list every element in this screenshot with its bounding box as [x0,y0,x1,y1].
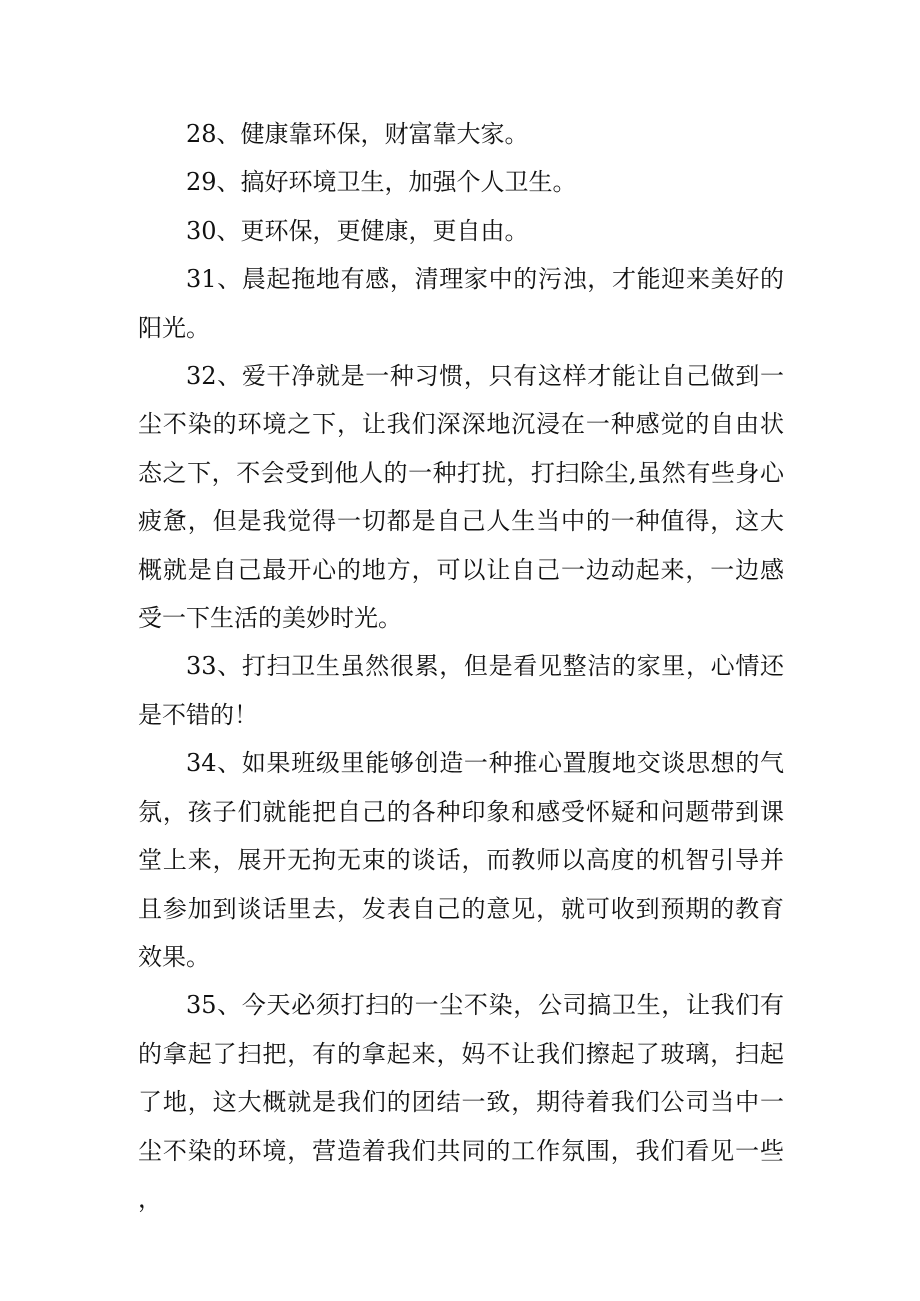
paragraph-item-30: 30、更环保，更健康，更自由。 [186,216,529,245]
paragraph-item-34: 34、如果班级里能够创造一种推心置腹地交谈思想的气氛，孩子们就能把自己的各种印象和感受怀疑和问题带到课堂上来，展开无拘无束的谈话，而教师以高度的机智引导并且参加到谈话里去，发表自己的意见，就可收到预期的教育效果。 [138,749,784,971]
paragraph-item-32: 32、爱干净就是一种习惯，只有这样才能让自己做到一尘不染的环境之下，让我们深深地沉浸在一种感觉的自由状态之下，不会受到他人的一种打扰，打扫除尘,虽然有些身心疲惫，但是我觉得一切都是自己人生当中的一种值得，这大概就是自己最开心的地方，可以让自己一边动起来，一边感受一下生活的美妙时光。 [138,362,784,633]
paragraph-item-31: 31、晨起拖地有感，清理家中的污浊，才能迎来美好的阳光。 [138,265,784,342]
paragraph-item-29: 29、搞好环境卫生，加强个人卫生。 [186,168,577,197]
paragraph-item-28: 28、健康靠环保，财富靠大家。 [186,120,529,148]
paragraph-item-35: 35、今天必须打扫的一尘不染，公司搞卫生，让我们有的拿起了扫把，有的拿起来，妈不让我们擦起了玻璃，扫起了地，这大概就是我们的团结一致，期待着我们公司当中一尘不染的环境，营造着我们共同的工作氛围，我们看见一些， [138,991,784,1213]
paragraph-item-33: 33、打扫卫生虽然很累，但是看见整洁的家里，心情还是不错的！ [138,652,784,729]
document-page [138,110,784,1223]
